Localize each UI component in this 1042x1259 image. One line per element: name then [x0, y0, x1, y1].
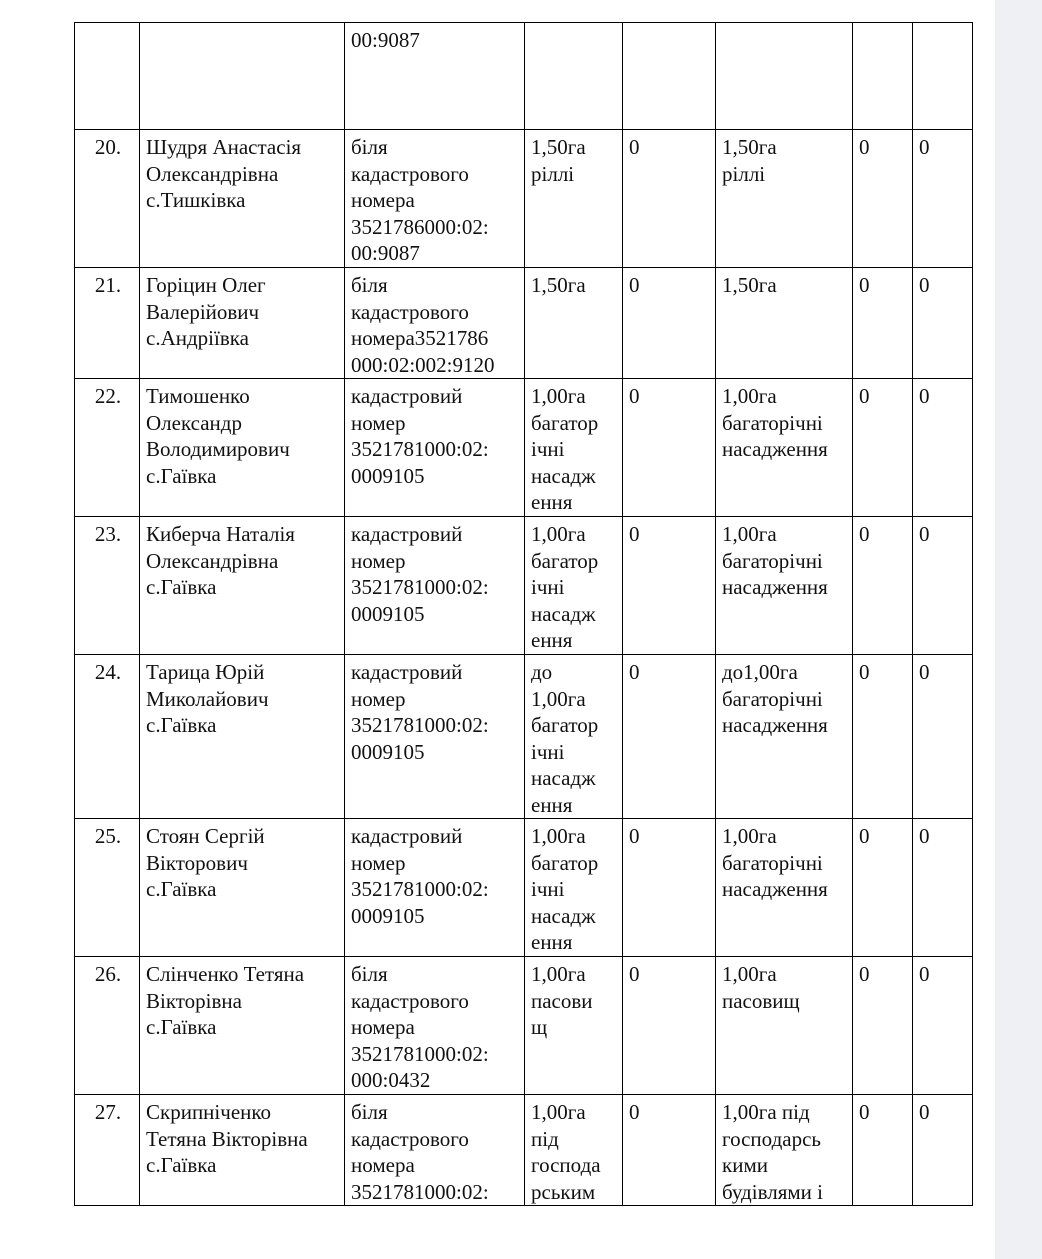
cadastral-location-cell: [345, 379, 525, 517]
area-purpose-cell: [716, 23, 853, 130]
row-number-cell: 21.: [75, 268, 140, 379]
area-cell-line: багатор: [531, 850, 599, 875]
area-cell-line: насадж: [531, 903, 596, 928]
cadastral-location-cell-line: 3521786000:02:: [351, 214, 489, 239]
owner-name-cell-line: с.Тишківка: [146, 188, 246, 212]
area-cell-line: ріллі: [531, 161, 575, 186]
area-purpose-cell-line: господарсь: [722, 1126, 821, 1151]
area-cell-line: щ: [531, 1015, 548, 1039]
value-cell-7: 0: [853, 268, 913, 379]
area-purpose-cell-line: багаторічні: [722, 686, 823, 711]
table-row: [75, 1095, 973, 1206]
area-cell: [525, 819, 623, 957]
area-purpose-cell: [716, 655, 853, 819]
cadastral-location-cell-line: 0009105: [351, 463, 425, 488]
cadastral-location-cell-line: номер: [351, 686, 406, 711]
area-purpose-cell: [716, 379, 853, 517]
owner-name-cell-line: Тарица Юрій: [146, 660, 265, 684]
cadastral-location-cell-line: 3521781000:02:: [351, 877, 489, 901]
value-cell-5: 0: [623, 655, 716, 819]
owner-name-cell-line: с.Гаївка: [146, 713, 217, 737]
cadastral-location-cell-line: кадастровий: [351, 660, 463, 684]
value-cell-8: 0: [913, 517, 973, 655]
cadastral-location-cell-line: 3521781000:02:: [351, 575, 489, 599]
owner-name-cell: [140, 517, 345, 655]
cadastral-location-cell: [345, 23, 525, 130]
cadastral-location-cell-line: кадастровий: [351, 824, 463, 848]
cadastral-location-cell-line: кадастровий: [351, 384, 463, 408]
value-cell-8: 0: [913, 268, 973, 379]
value-cell-7: 0: [853, 655, 913, 819]
table-row: [75, 957, 973, 1095]
area-purpose-cell-line: багаторічні: [722, 548, 823, 573]
value-cell-8: [913, 23, 973, 130]
area-purpose-cell-line: насадження: [722, 437, 828, 461]
owner-name-cell-line: Киберча Наталія: [146, 522, 295, 546]
area-cell-line: 1,00га: [531, 962, 586, 986]
area-purpose-cell-line: будівлями і: [722, 1179, 823, 1204]
cadastral-location-cell-line: 000:0432: [351, 1068, 431, 1092]
row-number-cell: 24.: [75, 655, 140, 819]
cadastral-location-cell-line: кадастрового: [351, 1126, 469, 1151]
cadastral-location-cell-line: біля: [351, 135, 388, 159]
cadastral-location-cell-line: кадастрового: [351, 299, 469, 324]
land-allocation-table: [74, 22, 973, 1206]
area-cell-line: 1,00га: [531, 1100, 586, 1124]
area-cell-line: багатор: [531, 713, 599, 737]
owner-name-cell-line: Валерійович: [146, 299, 260, 324]
value-cell-5: 0: [623, 819, 716, 957]
value-cell-5: 0: [623, 379, 716, 517]
table-row: [75, 130, 973, 268]
owner-name-cell-line: Олександр: [146, 410, 242, 435]
cadastral-location-cell: [345, 819, 525, 957]
cadastral-location-cell-line: 0009105: [351, 601, 425, 626]
area-cell-line: 1,00га: [531, 522, 586, 546]
value-cell-8: 0: [913, 1095, 973, 1206]
cadastral-location-cell-line: номер: [351, 410, 406, 435]
cadastral-location-cell-line: номера: [351, 1015, 415, 1039]
table-row: [75, 23, 973, 130]
cadastral-location-cell: [345, 1095, 525, 1206]
cadastral-location-cell-line: 3521781000:02:: [351, 1041, 489, 1066]
row-number-cell: [75, 23, 140, 130]
cadastral-location-cell-line: біля: [351, 1100, 388, 1124]
area-cell-line: насадж: [531, 463, 596, 488]
cadastral-location-cell: [345, 957, 525, 1095]
table-row: [75, 517, 973, 655]
area-cell-line: ічні: [531, 739, 565, 764]
value-cell-5: 0: [623, 1095, 716, 1206]
area-cell-line: рським: [531, 1179, 596, 1204]
area-purpose-cell-line: насадження: [722, 877, 828, 901]
owner-name-cell-line: с.Андріївка: [146, 326, 249, 350]
area-cell-line: 1,50га: [531, 135, 586, 159]
area-purpose-cell-line: до1,00га: [722, 660, 798, 684]
area-cell: [525, 655, 623, 819]
row-number-cell: 20.: [75, 130, 140, 268]
value-cell-7: [853, 23, 913, 130]
owner-name-cell-line: Шудря Анастасія: [146, 135, 302, 159]
cadastral-location-cell-line: 3521781000:02:: [351, 713, 489, 737]
value-cell-5: 0: [623, 517, 716, 655]
owner-name-cell-line: Володимирович: [146, 437, 290, 461]
cadastral-location-cell-line: біля: [351, 273, 388, 297]
value-cell-7: 0: [853, 1095, 913, 1206]
area-cell-line: ічні: [531, 877, 565, 901]
area-cell: [525, 957, 623, 1095]
area-purpose-cell-line: 1,00га: [722, 824, 777, 848]
value-cell-8: 0: [913, 819, 973, 957]
owner-name-cell-line: Горіцин Олег: [146, 273, 266, 297]
row-number-cell: 22.: [75, 379, 140, 517]
owner-name-cell-line: Скрипніченко: [146, 1100, 272, 1124]
area-cell: [525, 130, 623, 268]
value-cell-8: 0: [913, 655, 973, 819]
area-purpose-cell: [716, 819, 853, 957]
table-row: [75, 379, 973, 517]
area-cell-line: під: [531, 1126, 559, 1151]
cadastral-location-cell-line: номера: [351, 1153, 415, 1177]
cadastral-location-cell-line: номер: [351, 850, 406, 875]
owner-name-cell-line: Миколайович: [146, 686, 269, 711]
area-cell-line: 1,00га: [531, 824, 586, 848]
cadastral-location-cell-line: 3521781000:02:: [351, 1179, 489, 1204]
cadastral-location-cell-line: кадастрового: [351, 161, 469, 186]
cadastral-location-cell-line: 000:02:002:9120: [351, 352, 495, 377]
value-cell-7: 0: [853, 130, 913, 268]
value-cell-5: 0: [623, 957, 716, 1095]
area-purpose-cell-line: 1,00га: [722, 962, 777, 986]
owner-name-cell: [140, 130, 345, 268]
cadastral-location-cell-line: номер: [351, 548, 406, 573]
area-purpose-cell-line: багаторічні: [722, 410, 823, 435]
area-cell-line: насадж: [531, 766, 596, 790]
area-cell-line: 1,00га: [531, 384, 586, 408]
owner-name-cell: [140, 819, 345, 957]
owner-name-cell-line: с.Гаївка: [146, 1015, 217, 1039]
cadastral-location-cell-line: 00:9087: [351, 28, 420, 52]
area-purpose-cell-line: 1,00га: [722, 384, 777, 408]
area-cell-line: 1,50га: [531, 273, 586, 297]
value-cell-5: 0: [623, 268, 716, 379]
value-cell-5: [623, 23, 716, 130]
area-cell-line: насадж: [531, 601, 596, 626]
value-cell-7: 0: [853, 819, 913, 957]
cadastral-location-cell: [345, 517, 525, 655]
area-cell-line: ічні: [531, 575, 565, 599]
value-cell-8: 0: [913, 957, 973, 1095]
area-cell: [525, 1095, 623, 1206]
owner-name-cell-line: с.Гаївка: [146, 463, 217, 488]
area-cell-line: ення: [531, 490, 573, 514]
owner-name-cell-line: Тетяна Вікторівна: [146, 1126, 308, 1151]
owner-name-cell-line: с.Гаївка: [146, 575, 217, 599]
row-number-cell: 26.: [75, 957, 140, 1095]
area-purpose-cell: [716, 1095, 853, 1206]
owner-name-cell: [140, 379, 345, 517]
area-purpose-cell-line: пасовищ: [722, 988, 800, 1013]
owner-name-cell-line: Вікторівна: [146, 988, 242, 1013]
owner-name-cell: [140, 1095, 345, 1206]
area-cell-line: багатор: [531, 410, 599, 435]
value-cell-7: 0: [853, 379, 913, 517]
area-cell: [525, 517, 623, 655]
area-cell-line: пасови: [531, 988, 593, 1013]
area-purpose-cell-line: 1,50га: [722, 273, 777, 297]
owner-name-cell: [140, 268, 345, 379]
area-cell-line: господа: [531, 1153, 601, 1177]
area-purpose-cell: [716, 268, 853, 379]
cadastral-location-cell-line: номера: [351, 188, 415, 212]
owner-name-cell-line: Стоян Сергій: [146, 824, 265, 848]
owner-name-cell-line: Олександрівна: [146, 161, 279, 186]
area-cell: [525, 23, 623, 130]
cadastral-location-cell: [345, 268, 525, 379]
area-cell: [525, 379, 623, 517]
row-number-cell: 27.: [75, 1095, 140, 1206]
owner-name-cell: [140, 957, 345, 1095]
owner-name-cell-line: с.Гаївка: [146, 877, 217, 901]
row-number-cell: 25.: [75, 819, 140, 957]
area-purpose-cell-line: 1,00га під: [722, 1100, 810, 1124]
table-row: [75, 819, 973, 957]
area-purpose-cell: [716, 957, 853, 1095]
area-purpose-cell-line: насадження: [722, 713, 828, 737]
area-purpose-cell: [716, 130, 853, 268]
area-cell-line: ення: [531, 628, 573, 652]
table-row: [75, 268, 973, 379]
area-purpose-cell-line: багаторічні: [722, 850, 823, 875]
table-row: [75, 655, 973, 819]
cadastral-location-cell: [345, 655, 525, 819]
cadastral-location-cell-line: 0009105: [351, 739, 425, 764]
value-cell-8: 0: [913, 130, 973, 268]
owner-name-cell-line: Вікторович: [146, 850, 248, 875]
area-cell-line: ення: [531, 792, 573, 817]
area-purpose-cell-line: 1,00га: [722, 522, 777, 546]
cadastral-location-cell-line: 00:9087: [351, 241, 420, 265]
area-cell-line: багатор: [531, 548, 599, 573]
owner-name-cell: [140, 23, 345, 130]
cadastral-location-cell-line: 0009105: [351, 903, 425, 928]
area-cell-line: ічні: [531, 437, 565, 461]
value-cell-5: 0: [623, 130, 716, 268]
cadastral-location-cell-line: номера3521786: [351, 326, 489, 350]
value-cell-7: 0: [853, 517, 913, 655]
value-cell-7: 0: [853, 957, 913, 1095]
area-cell: [525, 268, 623, 379]
owner-name-cell-line: Слінченко Тетяна: [146, 962, 305, 986]
value-cell-8: 0: [913, 379, 973, 517]
cadastral-location-cell-line: кадастровий: [351, 522, 463, 546]
owner-name-cell-line: Олександрівна: [146, 548, 279, 573]
cadastral-location-cell-line: 3521781000:02:: [351, 437, 489, 461]
owner-name-cell-line: Тимошенко: [146, 384, 250, 408]
cadastral-location-cell: [345, 130, 525, 268]
area-cell-line: до: [531, 660, 553, 684]
area-cell-line: ення: [531, 930, 573, 954]
owner-name-cell: [140, 655, 345, 819]
owner-name-cell-line: с.Гаївка: [146, 1153, 217, 1177]
area-purpose-cell: [716, 517, 853, 655]
cadastral-location-cell-line: біля: [351, 962, 388, 986]
row-number-cell: 23.: [75, 517, 140, 655]
cadastral-location-cell-line: кадастрового: [351, 988, 469, 1013]
area-cell-line: 1,00га: [531, 686, 586, 711]
area-purpose-cell-line: кими: [722, 1153, 768, 1177]
area-purpose-cell-line: 1,50га: [722, 135, 777, 159]
area-purpose-cell-line: ріллі: [722, 161, 766, 186]
area-purpose-cell-line: насадження: [722, 575, 828, 599]
